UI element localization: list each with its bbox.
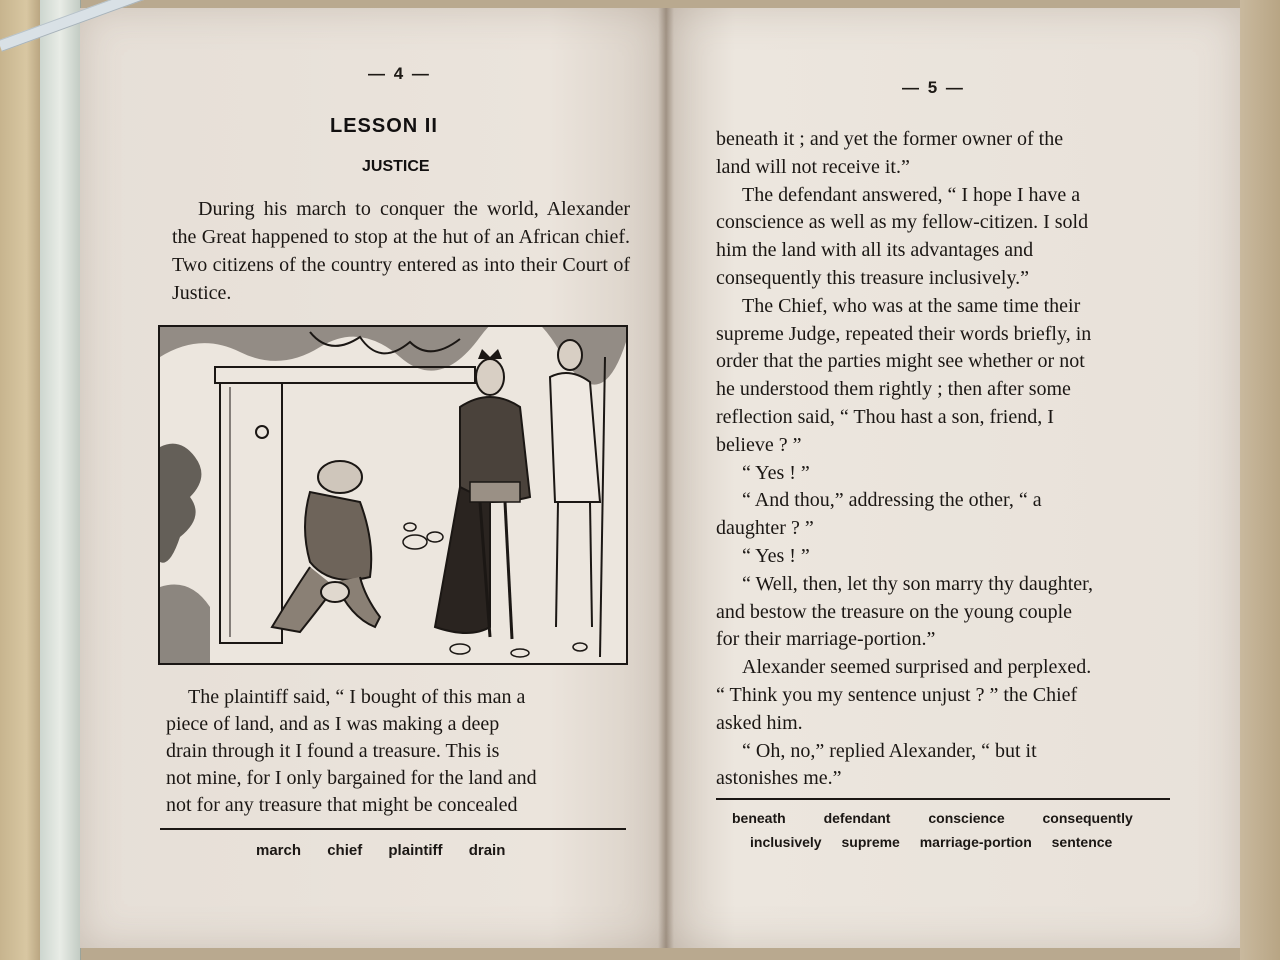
vocab-word: conscience [928, 810, 1005, 826]
page-number-right: — 5 — [902, 78, 965, 97]
vocab-divider-right [716, 798, 1170, 800]
illustration-justice [158, 325, 628, 665]
vocab-word: drain [468, 842, 506, 859]
text-line: and bestow the treasure on the young couple [716, 600, 1073, 623]
text-line: “ Think you my sentence unjust ? ” the Chief [716, 683, 1078, 706]
vocab-word: defendant [823, 810, 891, 826]
vocab-word: march [256, 842, 302, 859]
vocab-word: consequently [1042, 810, 1133, 826]
text-line: order that the parties might see whether or not [716, 350, 1085, 373]
vocab-word: plaintiff [388, 842, 443, 859]
text-line: The defendant answered, “ I hope I have a [742, 183, 1081, 206]
text-line: supreme Judge, repeated their words briefly, in [716, 322, 1092, 345]
vocab-word: inclusively [750, 834, 822, 850]
text-line: he understood them rightly ; then after some [716, 378, 1071, 401]
text-line: daughter ? ” [716, 517, 814, 540]
text-line: piece of land, and as I was making a deep [166, 713, 500, 735]
vocabulary-right-row-2 [750, 834, 1134, 850]
text-line: him the land with all its advantages and [716, 239, 1034, 262]
text-line: believe ? ” [716, 433, 802, 456]
text-line: consequently this treasure inclusively.” [716, 266, 1030, 289]
vocabulary-left [256, 842, 527, 859]
illustration-svg [160, 327, 626, 663]
text-line: reflection said, “ Thou hast a son, friend, I [716, 405, 1054, 428]
vocab-word: sentence [1051, 834, 1113, 850]
vocab-word: chief [327, 842, 363, 859]
text-line: “ Yes ! ” [742, 461, 810, 484]
page-number-left: — 4 — [368, 64, 431, 83]
lesson-subtitle: JUSTICE [362, 158, 430, 175]
intro-text: During his march to conquer the world, Alexander the Great happened to stop at the hut of an African chief. Two citizens of the country entered as into their Court of Justice. [172, 198, 630, 304]
text-line: for their marriage-portion.” [716, 628, 936, 651]
text-line: land will not receive it.” [716, 155, 910, 178]
vocab-word: beneath [732, 810, 786, 826]
text-line: “ And thou,” addressing the other, “ a [742, 489, 1042, 512]
text-line: drain through it I found a treasure. This is [166, 740, 500, 762]
vocabulary-right-row-1 [732, 810, 1155, 826]
vocab-word: supreme [841, 834, 900, 850]
text-line: “ Oh, no,” replied Alexander, “ but it [742, 739, 1037, 762]
text-line: Alexander seemed surprised and perplexed. [742, 656, 1092, 679]
book-gutter [658, 8, 674, 948]
text-line: “ Yes ! ” [742, 544, 810, 567]
vocab-word: marriage-portion [919, 834, 1032, 850]
text-line: not mine, for I only bargained for the land and [166, 767, 537, 789]
text-line: The plaintiff said, “ I bought of this man a [188, 686, 526, 708]
text-line: The Chief, who was at the same time their [742, 294, 1081, 317]
right-page-text [716, 126, 1170, 793]
text-line: asked him. [716, 711, 803, 734]
text-line: astonishes me.” [716, 767, 842, 790]
cover-edge [0, 0, 44, 960]
text-line: beneath it ; and yet the former owner of the [716, 128, 1064, 150]
endpaper-band [40, 0, 81, 960]
text-line: not for any treasure that might be concealed [166, 794, 518, 816]
lesson-title: LESSON II [330, 115, 438, 137]
text-line: conscience as well as my fellow-citizen. I sold [716, 211, 1089, 234]
plaintiff-paragraph [166, 684, 626, 819]
vocab-divider-left [160, 828, 626, 830]
intro-paragraph [172, 195, 630, 307]
cover-right-edge [1240, 0, 1280, 960]
text-line: “ Well, then, let thy son marry thy daughter, [742, 572, 1094, 595]
